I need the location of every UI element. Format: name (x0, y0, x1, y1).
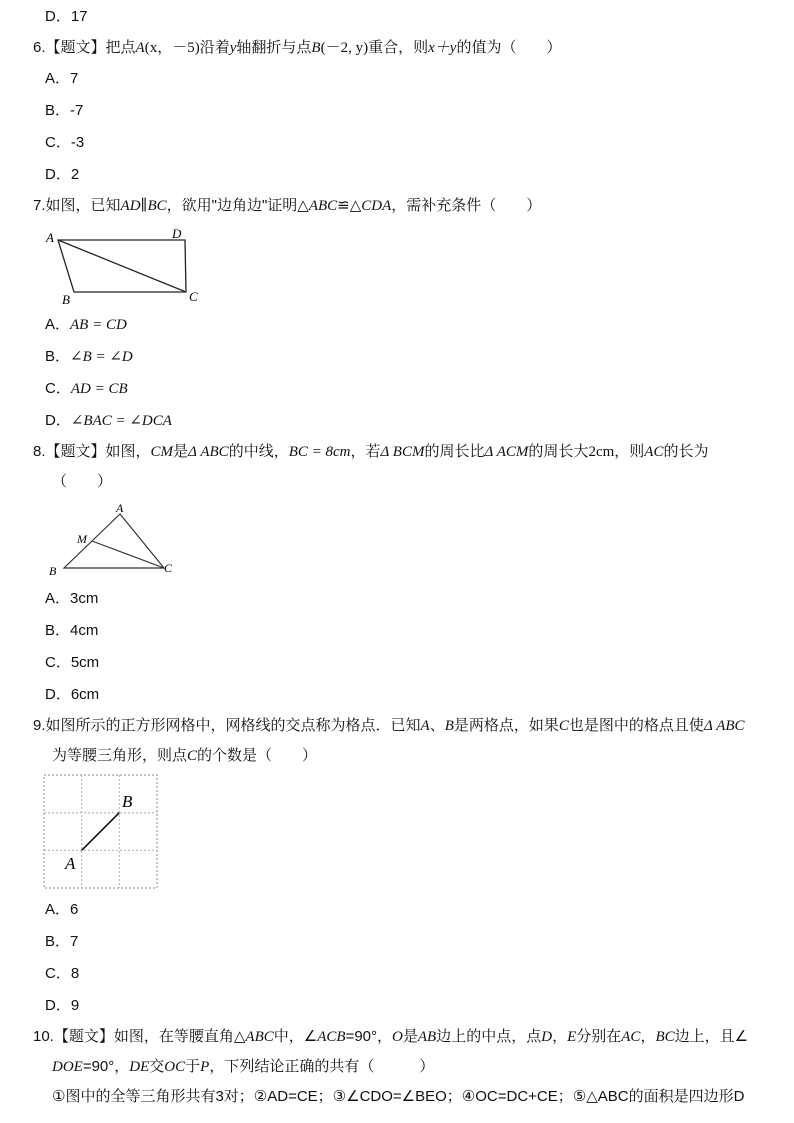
q9-option-d: D．9 (45, 997, 80, 1014)
question-number: 10. (33, 1028, 54, 1045)
triangle-name: CDA (361, 198, 392, 214)
option-key: B． (45, 348, 71, 365)
label-c: C (189, 289, 198, 304)
question-6-stem (33, 38, 561, 58)
stem-text: 的周长比 (424, 443, 485, 460)
stem-text: 是 (402, 1028, 418, 1045)
stem-text: 的值为（ ） (456, 39, 562, 56)
question-9-stem-line2 (52, 746, 317, 766)
question-number: 8. (33, 443, 46, 460)
segment-label: AB (417, 1029, 437, 1045)
point-label: B (444, 718, 454, 734)
label-b: B (49, 564, 57, 578)
q9-option-c: C．8 (45, 965, 80, 982)
q8-option-a: A．3cm (45, 590, 99, 607)
stem-text: 沿着 (199, 39, 230, 56)
stem-text: 交 (149, 1058, 165, 1075)
point-label: P (200, 1059, 210, 1075)
stem-text: 重合，则 (368, 39, 429, 56)
question-8-stem (33, 442, 708, 462)
q8-option-d: D．6cm (45, 686, 100, 703)
question-tag: 【题文】 (45, 443, 106, 460)
q7-option-c (45, 379, 128, 399)
point-label: C (187, 748, 198, 764)
q6-option-d: D．2 (45, 166, 80, 183)
label-m: M (77, 532, 87, 546)
stem-text: ， (640, 1028, 656, 1045)
stem-text: 中，∠ (273, 1028, 318, 1045)
axis-label: y (229, 40, 237, 56)
segment-label: CM (150, 444, 174, 460)
point-label: D (541, 1029, 553, 1045)
question-9-stem (33, 716, 745, 736)
option-key: C． (45, 380, 71, 397)
point-label: B (311, 40, 321, 56)
question-number: 9. (33, 717, 46, 734)
expression: BC = 8cm (288, 444, 351, 460)
stem-text: ，若 (350, 443, 381, 460)
angle-name: ACB (317, 1029, 346, 1045)
stem-text: 如图所示的正方形网格中，网格线的交点称为格点．已知 (45, 717, 421, 734)
label-a: A (65, 854, 76, 873)
segment-label: DE (129, 1059, 150, 1075)
q6-option-b: B．-7 (45, 102, 84, 119)
question-number: 7. (33, 197, 46, 214)
point-label: A (135, 40, 145, 56)
point-label: C (558, 718, 569, 734)
question-7-stem (33, 196, 541, 216)
triangle-name: ABC (245, 1029, 274, 1045)
triangle-name: Δ BCM (380, 444, 425, 460)
stem-text: 轴翻折与点 (236, 39, 312, 56)
stem-text: ，欲用"边角边"证明△ (166, 197, 309, 214)
q7-parallelogram-figure (40, 225, 210, 307)
segment-label: BC (655, 1029, 675, 1045)
expression: AD∥BC (120, 198, 167, 214)
stem-text: 为等腰三角形，则点 (52, 747, 188, 764)
question-10-stem-line2 (52, 1057, 434, 1077)
option-value: AD = CB (70, 381, 128, 397)
point-label: A (420, 718, 430, 734)
q7-option-b (45, 347, 133, 367)
q6-option-c: C．-3 (45, 134, 85, 151)
stem-text: 、 (429, 717, 445, 734)
stem-text: ， (552, 1028, 568, 1045)
stem-text: =90°， (345, 1028, 393, 1045)
q9-option-a: A．6 (45, 901, 79, 918)
option-value: ∠BAC = ∠DCA (70, 413, 172, 429)
q9-grid-figure (43, 774, 159, 890)
stem-text: 如图，已知 (45, 197, 121, 214)
stem-text: 于 (185, 1058, 201, 1075)
q6-option-a: A．7 (45, 70, 79, 87)
triangle-name: Δ ACM (484, 444, 529, 460)
triangle-name: Δ ABC (188, 444, 229, 460)
stem-text: 的周长大 (528, 443, 589, 460)
option-value: AB = CD (70, 317, 127, 333)
stem-text: 的长为 (663, 443, 709, 460)
expression: x＋y (428, 40, 457, 56)
congruence-symbol: ≌△ (337, 197, 362, 214)
triangle-name: Δ ABC (703, 718, 745, 734)
stem-text: ，下列结论正确的共有（ ） (209, 1058, 435, 1075)
point-label: O (392, 1029, 403, 1045)
triangle-name: ABC (308, 198, 338, 214)
stem-text: 边上，且∠ (674, 1028, 749, 1045)
label-b: B (122, 792, 133, 811)
question-number: 6. (33, 39, 46, 56)
segment-label: AC (621, 1029, 641, 1045)
stem-text: =90°， (82, 1058, 130, 1075)
stem-text: ，则 (614, 443, 645, 460)
stem-text: 是 (173, 443, 189, 460)
stem-text: 边上的中点，点 (436, 1028, 542, 1045)
label-c: C (164, 561, 173, 575)
segment-label: AC (644, 444, 664, 460)
stem-text: ，需补充条件（ ） (391, 197, 542, 214)
q8-option-b: B．4cm (45, 622, 99, 639)
stem-text: 是两格点，如果 (453, 717, 559, 734)
stem-text: 的中线， (228, 443, 289, 460)
point-label: E (567, 1029, 577, 1045)
question-10-stem (33, 1027, 748, 1047)
stem-text: 的个数是（ ） (197, 747, 318, 764)
q5-option-d: D．17 (45, 8, 88, 25)
label-a: A (116, 501, 124, 515)
question-tag: 【题文】 (53, 1028, 114, 1045)
option-value: ∠B = ∠D (70, 349, 133, 365)
question-tag: 【题文】 (45, 39, 106, 56)
question-8-stem-line2: （ ） (52, 473, 113, 490)
stem-text: 把点 (105, 39, 136, 56)
q9-option-b: B．7 (45, 933, 79, 950)
value: 2cm (588, 444, 615, 460)
segment-label: OC (164, 1059, 186, 1075)
option-key: D． (45, 412, 71, 429)
stem-text: 也是图中的格点且使 (568, 717, 704, 734)
coordinate: (x，－5) (144, 40, 200, 56)
q8-triangle-figure (44, 500, 184, 582)
coordinate: (－2, y) (320, 40, 369, 56)
stem-text: 分别在 (576, 1028, 622, 1045)
label-d: D (172, 226, 182, 241)
q7-option-a (45, 315, 127, 335)
q8-option-c: C．5cm (45, 654, 100, 671)
question-10-stem-line3: ①图中的全等三角形共有3对；②AD=CE；③∠CDO=∠BEO；④OC=DC+CE；⑤△ABC的面积是四边形D (52, 1088, 745, 1105)
option-key: A． (45, 316, 71, 333)
label-a: A (46, 230, 54, 245)
stem-text: 如图，在等腰直角△ (113, 1028, 246, 1045)
q7-option-d (45, 411, 172, 431)
stem-text: 如图， (105, 443, 151, 460)
label-b: B (62, 292, 70, 307)
angle-name: DOE (52, 1059, 83, 1075)
